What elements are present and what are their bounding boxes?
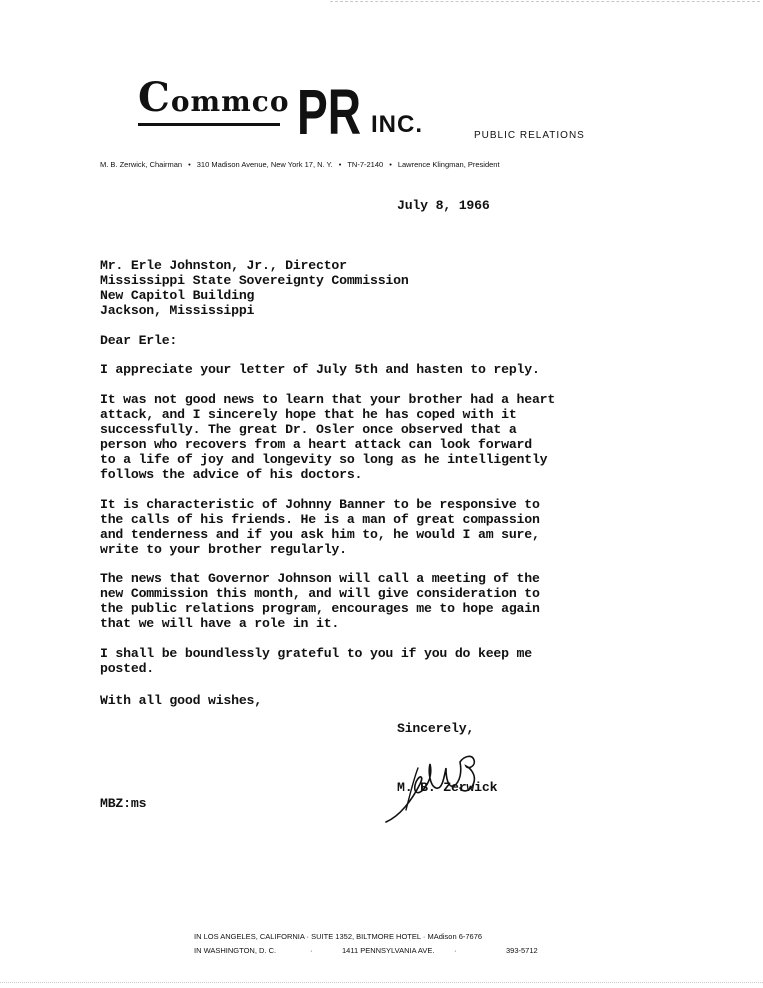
company-logo-pr: PR xyxy=(297,76,362,148)
sign-off: Sincerely, xyxy=(397,721,475,736)
paragraph-line: attack, and I sincerely hope that he has coped with it xyxy=(100,407,517,422)
separator: • xyxy=(389,160,392,169)
paragraph-line: and tenderness and if you ask him to, he would I am sure, xyxy=(100,527,540,542)
recipient-line: Mississippi State Sovereignty Commission xyxy=(100,273,409,288)
paragraph-line: I shall be boundlessly grateful to you if you do keep me xyxy=(100,646,532,661)
company-logo-inc: INC. xyxy=(371,111,423,138)
typist-initials: MBZ:ms xyxy=(100,796,147,811)
paragraph-line: It was not good news to learn that your brother had a heart xyxy=(100,392,556,407)
company-tagline: PUBLIC RELATIONS xyxy=(474,130,585,141)
paragraph-line: the calls of his friends. He is a man of great compassion xyxy=(100,512,540,527)
footer-phone: MAdison 6-7676 xyxy=(427,932,483,941)
company-logo-commco xyxy=(138,74,290,121)
footer-line-los-angeles xyxy=(194,930,538,944)
paragraph-line: to a life of joy and longevity so long as he intelligently xyxy=(100,452,548,467)
paragraph-line: follows the advice of his doctors. xyxy=(100,467,363,482)
paragraph-line: the public relations program, encourages me to hope again xyxy=(100,601,540,616)
top-edge-artifact xyxy=(330,1,760,4)
paragraph-4 xyxy=(100,571,540,631)
signer-name: M. B. Zerwick xyxy=(397,780,498,795)
paragraph-5 xyxy=(100,646,532,676)
recipient-line: Mr. Erle Johnston, Jr., Director xyxy=(100,258,347,273)
letterhead-address-line xyxy=(100,160,660,169)
footer-dot: · xyxy=(422,932,426,941)
separator: • xyxy=(338,160,342,169)
bottom-edge-artifact xyxy=(0,982,763,985)
salutation: Dear Erle: xyxy=(100,333,178,348)
logo-underline xyxy=(138,123,280,126)
separator: • xyxy=(188,160,191,169)
paragraph-line: The news that Governor Johnson will call a meeting of the xyxy=(100,571,540,586)
company-phone: TN-7-2140 xyxy=(347,160,384,169)
recipient-line: Jackson, Mississippi xyxy=(100,303,255,318)
footer-phone: 393-5712 xyxy=(506,946,538,955)
paragraph-line: posted. xyxy=(100,661,154,676)
closing-line: With all good wishes, xyxy=(100,693,262,708)
paragraph-3 xyxy=(100,497,540,557)
footer-address: 1411 PENNSYLVANIA AVE. xyxy=(342,946,435,955)
footer-address: SUITE 1352, BILTMORE HOTEL xyxy=(311,932,421,941)
chairman-name: M. B. Zerwick, Chairman xyxy=(100,160,183,169)
footer-city: IN LOS ANGELES, CALIFORNIA xyxy=(194,932,305,941)
logo-rest: ommco xyxy=(170,85,290,118)
paragraph-line: new Commission this month, and will give consideration to xyxy=(100,586,540,601)
paragraph-line: It is characteristic of Johnny Banner to be responsive to xyxy=(100,497,540,512)
company-address: 310 Madison Avenue, New York 17, N. Y. xyxy=(196,160,333,169)
paragraph-line: write to your brother regularly. xyxy=(100,542,347,557)
footer-dot: · xyxy=(454,946,457,955)
footer-city: IN WASHINGTON, D. C. xyxy=(194,946,277,955)
recipient-line: New Capitol Building xyxy=(100,288,255,303)
recipient-block xyxy=(100,258,409,318)
paragraph-2 xyxy=(100,392,555,482)
paragraph-line: successfully. The great Dr. Osler once observed that a xyxy=(100,422,517,437)
paragraph-line: I appreciate your letter of July 5th and hasten to reply. xyxy=(100,362,540,377)
footer-dot: · xyxy=(306,932,310,941)
letterhead-footer xyxy=(194,930,538,958)
paragraph-1 xyxy=(100,362,540,377)
president-name: Lawrence Klingman, President xyxy=(397,160,500,169)
logo-first-letter: C xyxy=(138,74,171,121)
footer-dot: · xyxy=(310,946,313,955)
paragraph-line: that we will have a role in it. xyxy=(100,616,340,631)
letter-date: July 8, 1966 xyxy=(397,198,490,213)
footer-line-washington xyxy=(194,944,538,958)
paragraph-line: person who recovers from a heart attack can look forward xyxy=(100,437,532,452)
